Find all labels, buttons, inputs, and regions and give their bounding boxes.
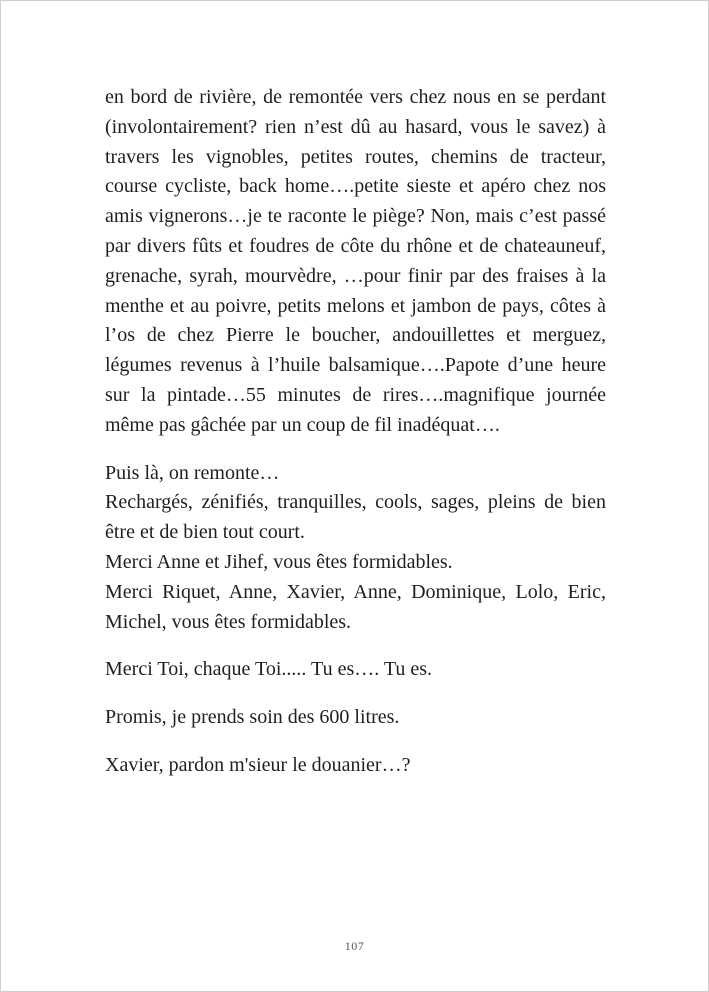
paragraph-group-thanks — [105, 459, 606, 638]
line-recharges: Rechargés, zénifiés, tranquilles, cools, sages, pleins de bien être et de bien tout court. — [105, 491, 606, 544]
page-content — [105, 83, 606, 799]
paragraph-xavier: Xavier, pardon m'sieur le douanier…? — [105, 753, 411, 776]
paragraph-promis: Promis, je prends soin des 600 litres. — [105, 706, 400, 729]
page-footer — [1, 937, 708, 955]
paragraph-merci-toi: Merci Toi, chaque Toi..... Tu es…. Tu es. — [105, 658, 433, 681]
paragraph-main: en bord de rivière, de remontée vers chez nous en se perdant (involontairement? rien n’est dû au hasard, vous le savez) à travers les vignobles, petites routes, chemins de tracteur, course cycliste, back home….petite sieste et apéro chez nos amis vignerons…je te raconte le piège? Non, mais c’est passé par divers fûts et foudres de côte du rhône et de chateauneuf, grenache, syrah, mourvèdre, …pour finir par des fraises à la menthe et au poivre, petits melons et jambon de pays, côtes à l’os de chez Pierre le boucher, andouillettes et merguez, légumes revenus à l’huile balsamique….Papote d’une heure sur la pintade…55 minutes de rires….magnifique journée même pas gâchée par un coup de fil inadéquat…. — [105, 86, 606, 436]
line-merci-anne: Merci Anne et Jihef, vous êtes formidables. — [105, 550, 453, 573]
line-merci-riquet: Merci Riquet, Anne, Xavier, Anne, Dominique, Lolo, Eric, Michel, vous êtes formidables. — [105, 580, 606, 633]
page-number: 107 — [344, 939, 365, 953]
line-puis-la: Puis là, on remonte… — [105, 461, 280, 484]
